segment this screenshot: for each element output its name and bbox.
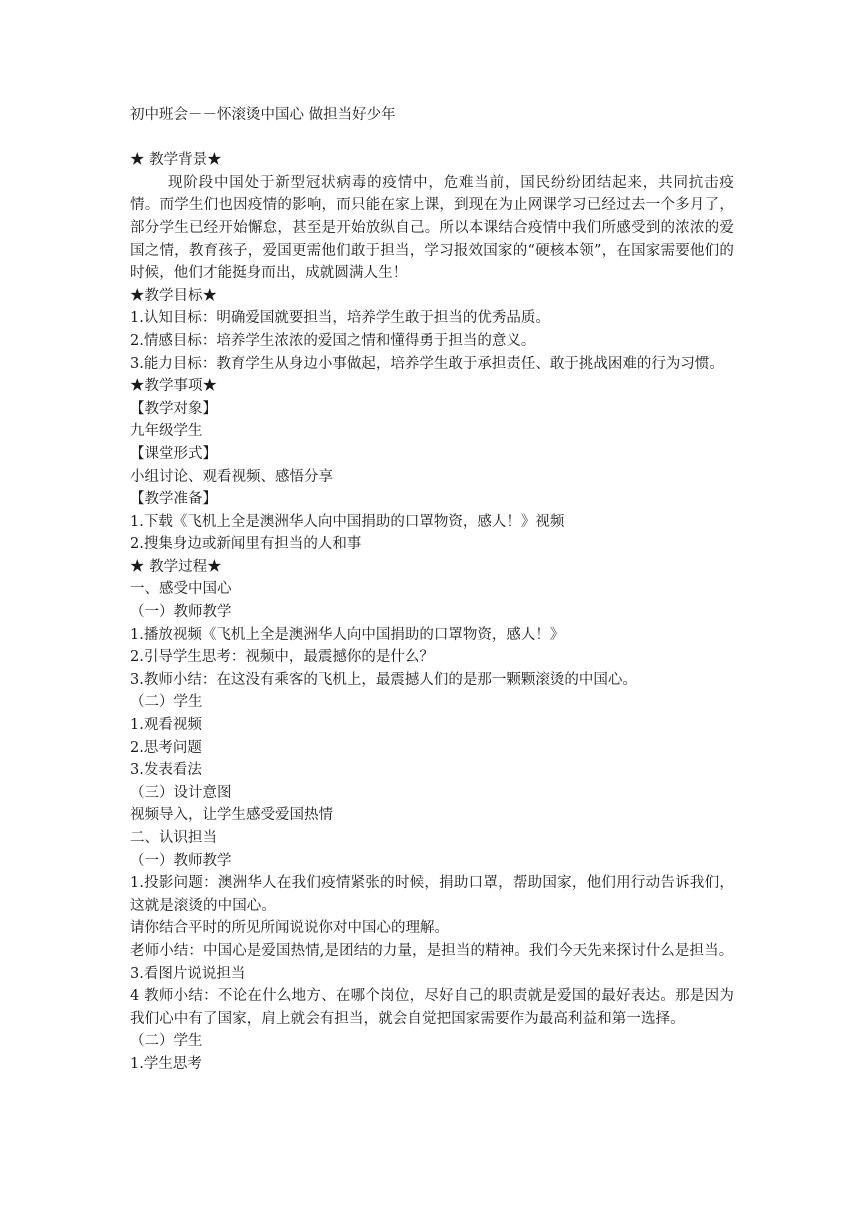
part2-student-heading: （二）学生 xyxy=(130,1033,203,1050)
background-paragraph: 现阶段中国处于新型冠状病毒的疫情中，危难当前，国民纷纷团结起来，共同抗击疫情。而学生们也因疫情的影响，而只能在家上课，到现在为止网课学习已经过去一个多月了，部分学生已经开始懈怠，甚至是开始放纵自己。所以本课结合疫情中我们所感受到的浓浓的爱国之情，教育孩子，爱国更需他们敢于担当，学习报效国家的“硬核本领”，在国家需要他们的时候，他们才能挺身而出，成就圆满人生！ xyxy=(130,174,734,282)
matters-heading: ★教学事项★ xyxy=(130,378,217,395)
part2-item1: 1.投影问题：澳洲华人在我们疫情紧张的时候，捐助口罩，帮助国家，他们用行动告诉我们，这就是滚烫的中国心。 xyxy=(130,875,734,914)
document-title: 初中班会－－怀滚烫中国心 做担当好少年 xyxy=(130,107,396,123)
part1-teacher-item: 2.引导学生思考：视频中，最震撼你的是什么？ xyxy=(130,649,434,666)
background-heading: ★ 教学背景★ xyxy=(130,152,222,169)
part1-teacher-item: 1.播放视频《飞机上全是澳洲华人向中国捐助的口罩物资，感人！》 xyxy=(130,626,565,643)
part1-student-heading: （二）学生 xyxy=(130,694,203,711)
goal-item: 1.认知目标：明确爱国就要担当，培养学生敢于担当的优秀品质。 xyxy=(130,310,550,327)
document-page xyxy=(130,104,734,1076)
goals-heading: ★教学目标★ xyxy=(130,287,217,304)
part1-student-item: 1.观看视频 xyxy=(130,717,202,734)
part1-teacher-item: 3.教师小结：在这没有乘客的飞机上，最震撼人们的是那一颗颗滚烫的中国心。 xyxy=(130,671,637,688)
prep-heading: 【教学准备】 xyxy=(130,491,217,508)
part2-item1c: 老师小结：中国心是爱国热情,是团结的力量，是担当的精神。我们今天先来探讨什么是担当。 xyxy=(130,942,734,959)
part2-teacher-heading: （一）教师教学 xyxy=(130,852,232,869)
part1-intent-text: 视频导入，让学生感受爱国热情 xyxy=(130,807,333,824)
object-heading: 【教学对象】 xyxy=(130,400,217,417)
goal-item: 2.情感目标：培养学生浓浓的爱国之情和懂得勇于担当的意义。 xyxy=(130,332,536,349)
form-heading: 【课堂形式】 xyxy=(130,445,217,462)
part2-item4: 4 教师小结：不论在什么地方、在哪个岗位，尽好自己的职责就是爱国的最好表达。那是因为我们心中有了国家，肩上就会有担当，就会自觉把国家需要作为最高利益和第一选择。 xyxy=(130,988,734,1027)
part2-heading: 二、认识担当 xyxy=(130,830,217,846)
part1-student-item: 2.思考问题 xyxy=(130,739,202,756)
object-text: 九年级学生 xyxy=(130,423,203,440)
prep-item: 2.搜集身边或新闻里有担当的人和事 xyxy=(130,536,362,553)
part2-student-item: 1.学生思考 xyxy=(130,1055,202,1072)
part1-teacher-heading: （一）教师教学 xyxy=(130,604,232,621)
prep-item: 1.下载《飞机上全是澳洲华人向中国捐助的口罩物资，感人！》视频 xyxy=(130,513,565,530)
part1-intent-heading: （三）设计意图 xyxy=(130,784,232,801)
process-heading: ★ 教学过程★ xyxy=(130,558,222,575)
part2-item3: 3.看图片说说担当 xyxy=(130,965,246,982)
part1-heading: 一、感受中国心 xyxy=(130,581,232,598)
part2-item1b: 请你结合平时的所见所闻说说你对中国心的理解。 xyxy=(130,920,449,937)
part1-student-item: 3.发表看法 xyxy=(130,762,202,779)
goal-item: 3.能力目标：教育学生从身边小事做起，培养学生敢于承担责任、敢于挑战困难的行为习惯。 xyxy=(130,355,724,372)
form-text: 小组讨论、观看视频、感悟分享 xyxy=(130,468,333,485)
